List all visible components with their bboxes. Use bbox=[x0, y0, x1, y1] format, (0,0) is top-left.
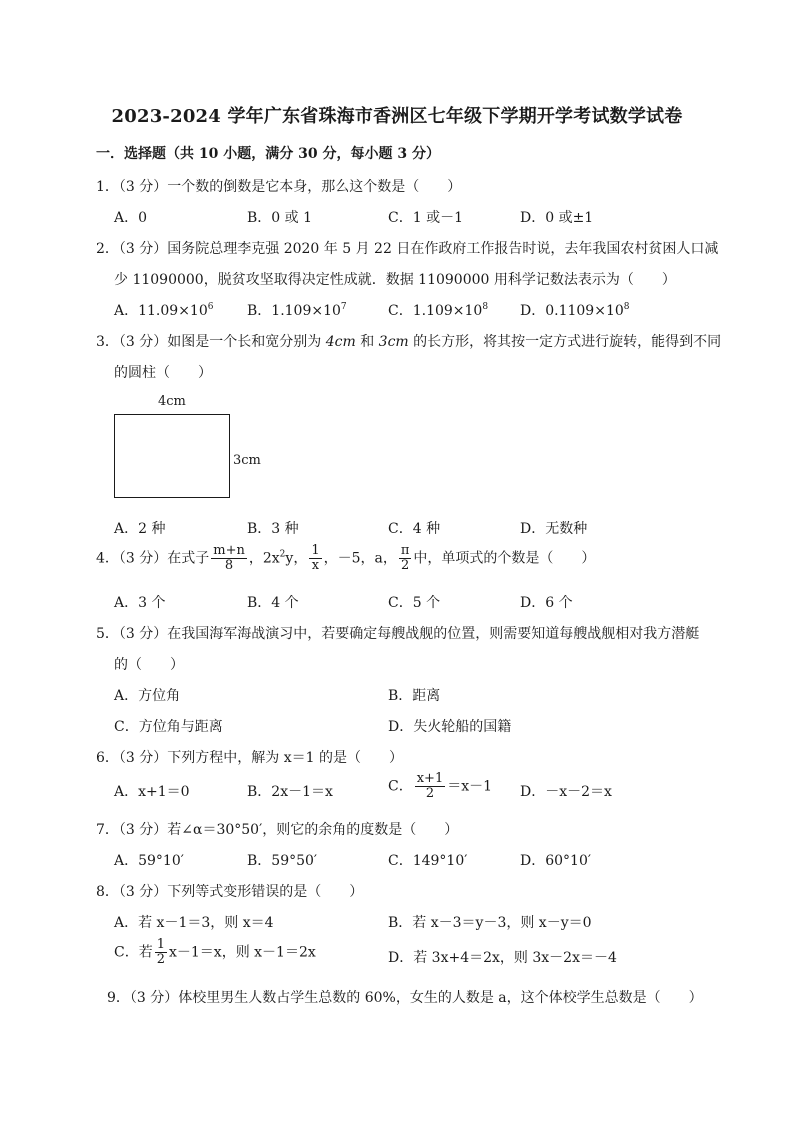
question-6-option-a: A．x+1＝0 bbox=[114, 784, 190, 800]
question-5-stem-line1: 5．（3 分）在我国海军海战演习中，若要确定每艘战舰的位置，则需要知道每艘战舰相对我方潜艇 bbox=[96, 626, 700, 642]
question-6-option-d: D．－x－2＝x bbox=[520, 784, 612, 800]
question-8-option-d: D．若 3x+4＝2x，则 3x－2x＝－4 bbox=[388, 950, 617, 966]
question-7-option-b: B．59°50′ bbox=[247, 853, 318, 869]
question-9-stem: 9．（3 分）体校里男生人数占学生总数的 60%，女生的人数是 a，这个体校学生总数是（ ） bbox=[107, 990, 703, 1006]
question-8-option-a: A．若 x－1＝3，则 x＝4 bbox=[114, 915, 274, 931]
question-4-stem: 4．（3 分）在式子 $\frac{m+n}{8}$ ，$2x^2y$， $\frac{1}{x}$ ，－5，a， $\frac{\pi}{2}$ 中，单项式的个数是（ ） bbox=[96, 543, 596, 573]
question-4-option-a: A．3 个 bbox=[114, 595, 166, 611]
question-8-stem: 8．（3 分）下列等式变形错误的是（ ） bbox=[96, 884, 364, 900]
question-5-stem-line2: 的（ ） bbox=[114, 657, 184, 673]
rectangle-width-label: 3cm bbox=[233, 453, 261, 468]
rectangle-figure bbox=[114, 414, 230, 498]
question-6-option-c: C． $\frac{x+1}{2}$ ＝x－1 bbox=[388, 771, 493, 801]
exam-title: 2023-2024 学年广东省珠海市香洲区七年级下学期开学考试数学试卷 bbox=[111, 106, 683, 127]
question-1-stem: 1．（3 分）一个数的倒数是它本身，那么这个数是（ ） bbox=[96, 179, 462, 195]
question-8-option-c: C．若 $\frac{1}{2}$ x－1＝x，则 x－1＝2x bbox=[114, 937, 316, 967]
question-3-option-a: A．2 种 bbox=[114, 521, 166, 537]
question-5-option-c: C．方位角与距离 bbox=[114, 719, 223, 735]
question-4-option-b: B．4 个 bbox=[247, 595, 299, 611]
question-2-stem-line1: 2．（3 分）国务院总理李克强 2020 年 5 月 22 日在作政府工作报告时说，去年我国农村贫困人口减 bbox=[96, 241, 719, 257]
fraction-1-over-2: $\frac{1}{2}$ bbox=[156, 937, 165, 967]
question-2-option-c: C．$1.109\times 10^8$ bbox=[388, 302, 489, 319]
question-2-stem-line2: 少 11090000，脱贫攻坚取得决定性成就．数据 11090000 用科学记数法表示为（ ） bbox=[114, 272, 676, 288]
question-6-stem: 6．（3 分）下列方程中，解为 x＝1 的是（ ） bbox=[96, 750, 403, 766]
question-2-option-b: B．$1.109\times 10^7$ bbox=[247, 302, 347, 319]
question-5-option-a: A．方位角 bbox=[114, 688, 181, 704]
question-2-option-d: D．$0.1109\times 10^8$ bbox=[520, 302, 630, 319]
question-3-stem-line1: 3．（3 分）如图是一个长和宽分别为 4cm 和 3cm 的长方形，将其按一定方式进行旋转，能得到不同 bbox=[96, 334, 722, 350]
question-3-option-b: B．3 种 bbox=[247, 521, 299, 537]
question-5-option-b: B．距离 bbox=[388, 688, 441, 704]
fraction-x-plus-1-over-2: $\frac{x+1}{2}$ bbox=[416, 771, 444, 801]
question-7-option-c: C．149°10′ bbox=[388, 853, 468, 869]
question-8-option-b: B．若 x－3＝y－3，则 x－y＝0 bbox=[388, 915, 592, 931]
question-7-stem: 7．（3 分）若∠α＝30°50′，则它的余角的度数是（ ） bbox=[96, 822, 459, 838]
question-3-option-d: D．无数种 bbox=[520, 521, 588, 537]
question-7-option-a: A．59°10′ bbox=[114, 853, 184, 869]
question-1-option-d: D．0 或±1 bbox=[520, 210, 594, 226]
question-6-option-b: B．2x－1＝x bbox=[247, 784, 333, 800]
fraction-m-plus-n-over-8: $\frac{m+n}{8}$ bbox=[213, 543, 245, 573]
question-4-option-c: C．5 个 bbox=[388, 595, 441, 611]
question-1-option-a: A．0 bbox=[114, 210, 148, 226]
question-5-option-d: D．失火轮船的国籍 bbox=[388, 719, 512, 735]
question-3-option-c: C．4 种 bbox=[388, 521, 441, 537]
question-2-option-a: A．$11.09\times 10^6$ bbox=[114, 302, 214, 319]
question-1-option-b: B．0 或 1 bbox=[247, 210, 313, 226]
question-7-option-d: D．60°10′ bbox=[520, 853, 592, 869]
rectangle-length-label: 4cm bbox=[158, 394, 186, 409]
fraction-pi-over-2: $\frac{\pi}{2}$ bbox=[400, 543, 410, 573]
fraction-1-over-x: $\frac{1}{x}$ bbox=[311, 543, 320, 573]
section-heading: 一．选择题（共 10 小题，满分 30 分，每小题 3 分） bbox=[96, 146, 440, 162]
question-4-option-d: D．6 个 bbox=[520, 595, 573, 611]
question-3-stem-line2: 的圆柱（ ） bbox=[114, 365, 212, 381]
question-1-option-c: C．1 或－1 bbox=[388, 210, 463, 226]
